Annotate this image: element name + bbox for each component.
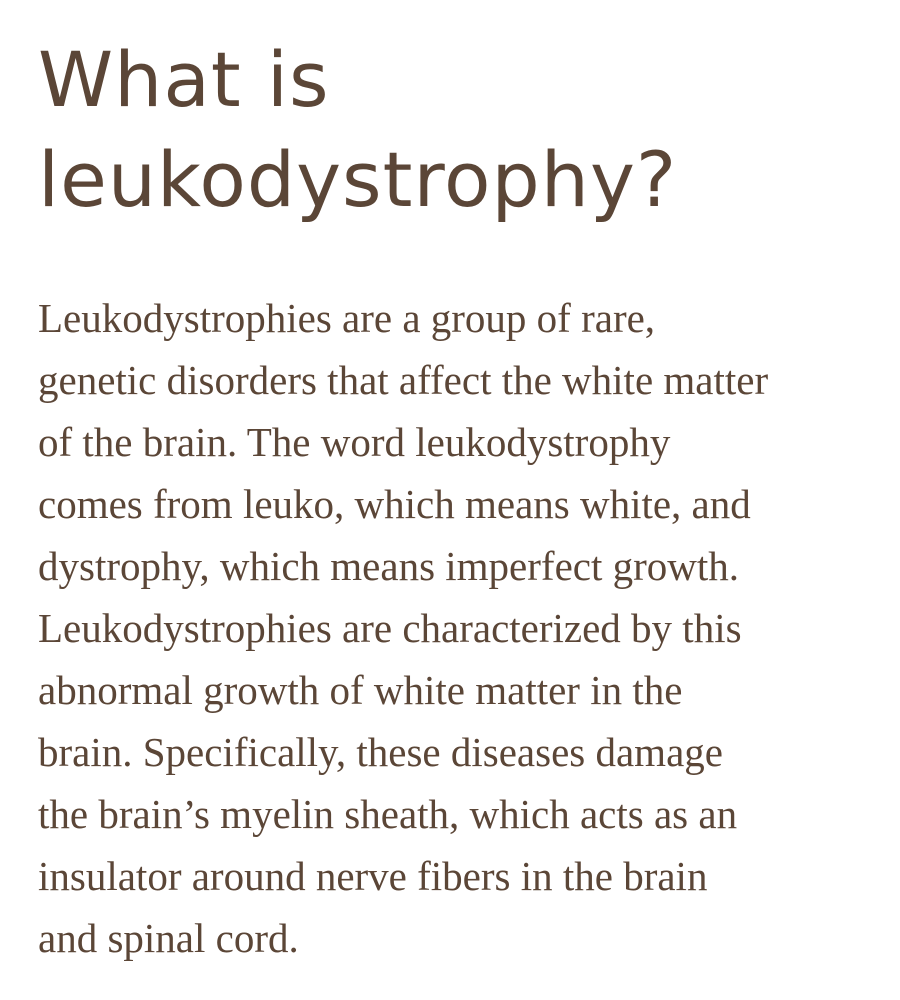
paragraph-line: brain. Specifically, these diseases damage (38, 729, 723, 775)
paragraph-line: abnormal growth of white matter in the (38, 667, 683, 713)
paragraph-line: insulator around nerve fibers in the brain (38, 853, 708, 899)
paragraph-line: the brain’s myelin sheath, which acts as an (38, 791, 738, 837)
paragraph-line: genetic disorders that affect the white matter (38, 357, 769, 403)
definition-paragraph (38, 287, 878, 969)
paragraph-line: dystrophy, which means imperfect growth. (38, 543, 740, 589)
page-title (38, 30, 878, 230)
paragraph-line: Leukodystrophies are a group of rare, (38, 295, 656, 341)
article (38, 30, 878, 969)
paragraph-line: Leukodystrophies are characterized by this (38, 605, 742, 651)
title-line: What is (38, 35, 330, 124)
paragraph-line: of the brain. The word leukodystrophy (38, 419, 671, 465)
title-line: leukodystrophy? (38, 135, 678, 224)
paragraph-line: comes from leuko, which means white, and (38, 481, 751, 527)
paragraph-line: and spinal cord. (38, 915, 299, 961)
